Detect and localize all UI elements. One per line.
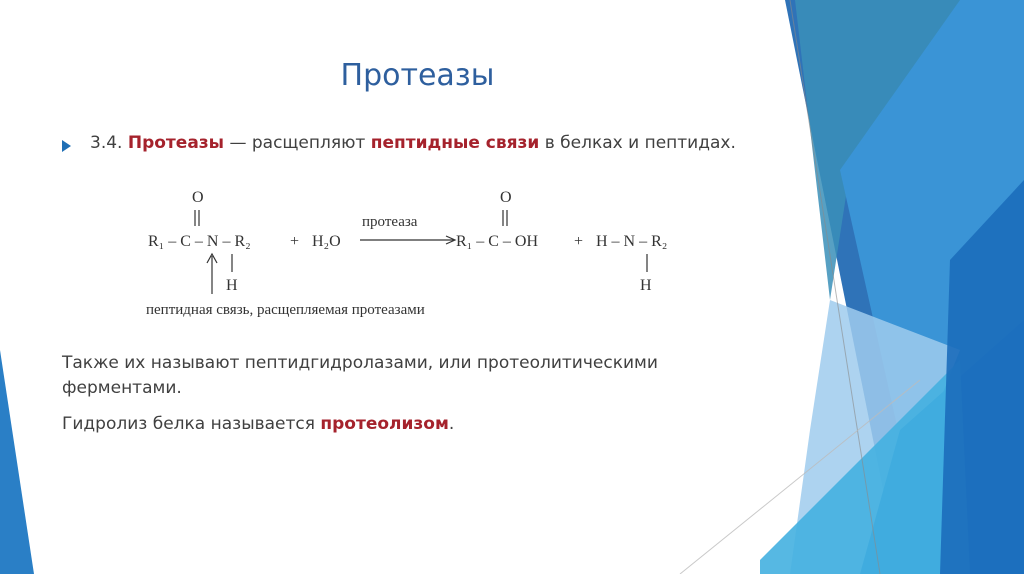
bullet-dash-text: — расщепляют (229, 133, 366, 153)
bond-caption: пептидная связь, расщепляемая протеазами (146, 302, 425, 318)
plus-sign-1: + (290, 233, 300, 250)
paragraph-proteolysis (62, 414, 454, 434)
slide-title: Протеазы (340, 58, 495, 93)
bullet-arrow-icon (62, 140, 71, 152)
plus-sign-2: + (574, 233, 584, 250)
bullet-rest: в белках и пептидах. (544, 133, 736, 153)
proteolysis-prefix: Гидролиз белка называется (62, 414, 315, 434)
bullet-highlight: пептидные связи (370, 133, 540, 153)
bullet-term: Протеазы (127, 133, 225, 153)
right-oxygen: O (500, 189, 512, 206)
proteolysis-term: протеолизом (320, 414, 449, 434)
amine-hydrogen: H (640, 277, 652, 294)
amine-row: H – N – R₂ (596, 233, 668, 250)
proteolysis-suffix: . (448, 414, 455, 434)
left-peptide-row: R₁ – C – N – R₂ (148, 233, 251, 250)
left-accent-stripe (0, 350, 34, 574)
left-hydrogen: H (226, 277, 238, 294)
hydrolysis-equation (140, 182, 700, 322)
bullet-number: 3.4. (90, 133, 123, 153)
water-formula: H₂O (312, 233, 341, 250)
carboxylic-acid-row: R₁ – C – OH (456, 233, 539, 250)
left-oxygen: O (192, 189, 204, 206)
bullet-text (90, 133, 736, 153)
paragraph-synonyms: Также их называют пептидгидролазами, или протеолитическими ферментами. (62, 353, 658, 398)
enzyme-label: протеаза (362, 214, 418, 230)
